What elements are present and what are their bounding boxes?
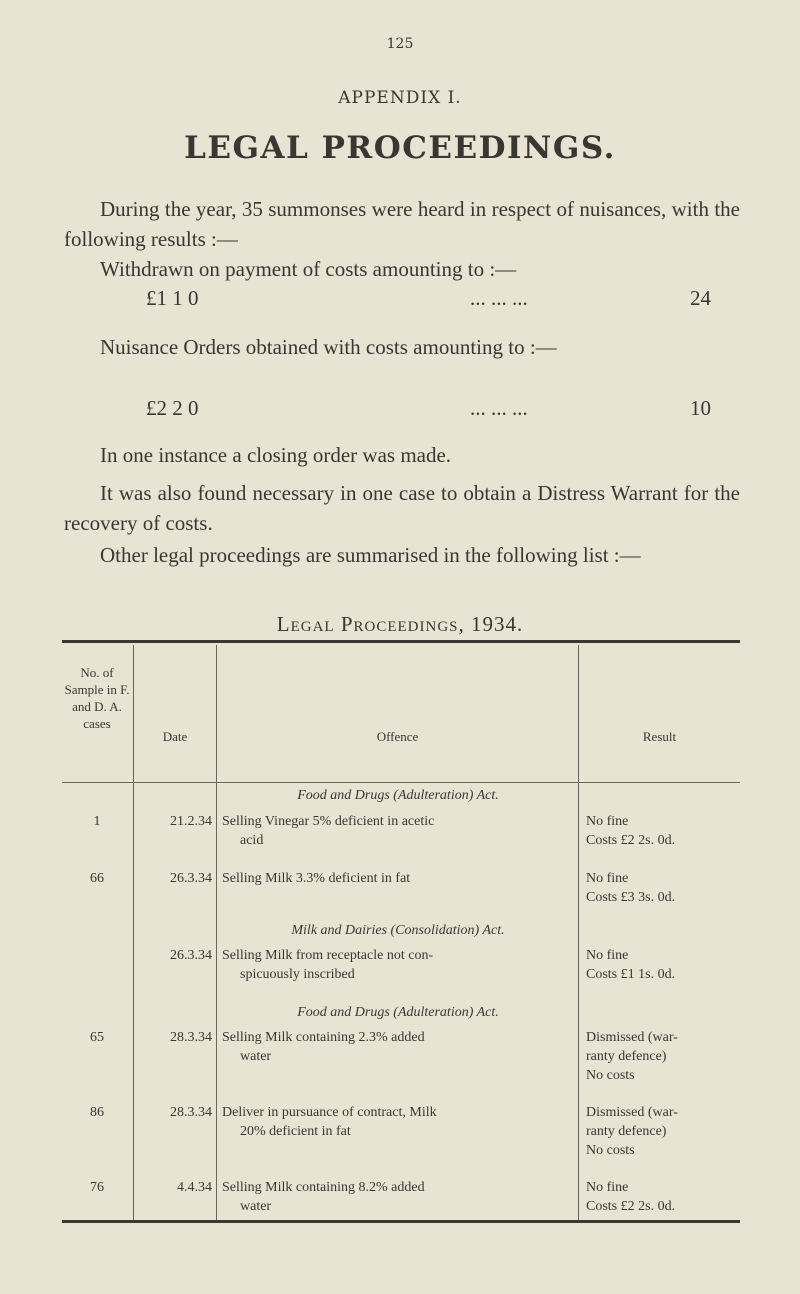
result-line: ranty defence) (586, 1049, 667, 1064)
header-rule (62, 782, 740, 783)
nuisance-dots: ... ... ... (470, 396, 528, 420)
result-line: Costs £2 2s. 0d. (586, 1199, 676, 1214)
sample-no: 86 (90, 1105, 104, 1120)
act-heading: Food and Drugs (Adulteration) Act. (297, 1005, 499, 1020)
offence-line: 20% deficient in fat (240, 1124, 351, 1139)
offence-line: Selling Vinegar 5% deficient in acetic (222, 814, 435, 829)
sample-no: 76 (90, 1180, 104, 1195)
offence (222, 1028, 574, 1066)
result-line: No fine (586, 1180, 629, 1195)
result (586, 869, 738, 907)
date: 21.2.34 (170, 814, 212, 829)
offence (222, 1178, 574, 1216)
offence-line: Selling Milk 3.3% deficient in fat (222, 871, 411, 886)
offence-line: Selling Milk from receptacle not con- (222, 948, 434, 963)
date: 28.3.34 (170, 1105, 212, 1120)
sample-no: 66 (90, 871, 104, 886)
result-line: Costs £1 1s. 0d. (586, 967, 676, 982)
header-sample-no: No. of Sample in F. and D. A. cases (64, 665, 130, 731)
offence (222, 812, 574, 850)
result (586, 946, 738, 984)
result-line: Costs £2 2s. 0d. (586, 833, 676, 848)
offence (222, 946, 574, 984)
header-offence: Offence (376, 729, 419, 744)
withdrawn-dots: ... ... ... (470, 286, 528, 310)
offence-line: water (240, 1049, 272, 1064)
page-number: 125 (386, 36, 414, 52)
date: 26.3.34 (170, 871, 212, 886)
offence-line: acid (240, 833, 264, 848)
offence-line: Selling Milk containing 8.2% added (222, 1180, 425, 1195)
result-line: Dismissed (war- (586, 1030, 678, 1045)
result-line: Costs £3 3s. 0d. (586, 890, 676, 905)
offence-line: Deliver in pursuance of contract, Milk (222, 1105, 437, 1120)
result-line: No costs (586, 1068, 635, 1083)
result-line: Dismissed (war- (586, 1105, 678, 1120)
result-line: ranty defence) (586, 1124, 667, 1139)
header-date: Date (162, 729, 188, 744)
offence (222, 1103, 574, 1141)
result (586, 1178, 738, 1216)
distress-paragraph: It was also found necessary in one case to obtain a Distress Warrant for the recovery of costs. (64, 481, 740, 535)
appendix-label: APPENDIX I. (338, 88, 462, 108)
withdrawn-count: 24 (690, 286, 711, 310)
table-top-rule (62, 640, 740, 643)
sample-no: 65 (90, 1030, 104, 1045)
date: 28.3.34 (170, 1030, 212, 1045)
nuisance-count: 10 (690, 396, 711, 420)
offence-line: water (240, 1199, 272, 1214)
offence (222, 869, 574, 888)
intro-paragraph: During the year, 35 summonses were heard in respect of nuisances, with the following results :— (64, 197, 740, 251)
act-heading: Food and Drugs (Adulteration) Act. (297, 788, 499, 803)
offence-line: spicuously inscribed (240, 967, 355, 982)
result (586, 1103, 738, 1160)
closing-order-paragraph: In one instance a closing order was made. (100, 443, 452, 467)
result (586, 1028, 738, 1085)
nuisance-amount: £2 2 0 (146, 396, 199, 420)
result-line: No costs (586, 1143, 635, 1158)
other-paragraph: Other legal proceedings are summarised in the following list :— (100, 543, 641, 567)
date: 26.3.34 (170, 948, 212, 963)
page-title: LEGAL PROCEEDINGS. (184, 130, 616, 166)
offence-line: Selling Milk containing 2.3% added (222, 1030, 425, 1045)
withdrawn-text: Withdrawn on payment of costs amounting to :— (100, 257, 517, 281)
result-line: No fine (586, 871, 629, 886)
result-line: No fine (586, 948, 629, 963)
date: 4.4.34 (177, 1180, 212, 1195)
result (586, 812, 738, 850)
table-bottom-rule (62, 1220, 740, 1223)
header-result: Result (642, 729, 677, 744)
result-line: No fine (586, 814, 629, 829)
table-caption: Legal Proceedings, 1934. (276, 612, 524, 636)
act-heading: Milk and Dairies (Consolidation) Act. (291, 923, 505, 938)
nuisance-text: Nuisance Orders obtained with costs amounting to :— (100, 335, 557, 359)
sample-no: 1 (93, 814, 101, 829)
withdrawn-amount: £1 1 0 (146, 286, 199, 310)
